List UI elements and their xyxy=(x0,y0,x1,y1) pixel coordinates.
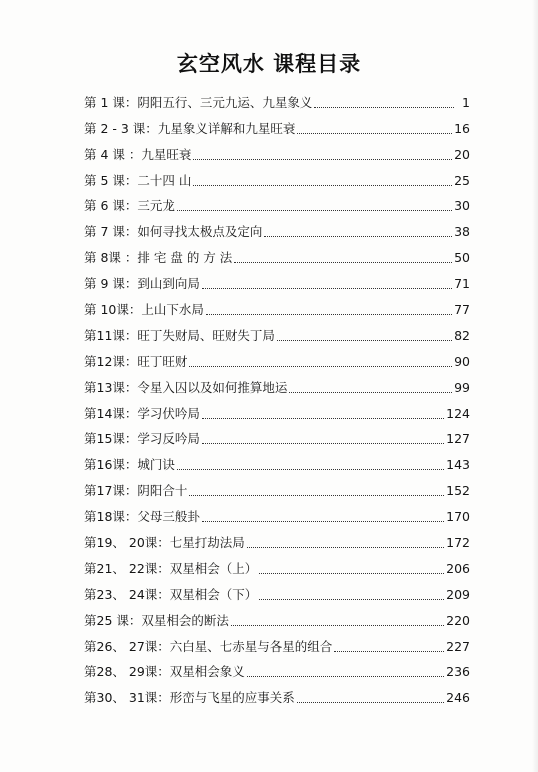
page-number: 38 xyxy=(454,224,470,240)
lesson-topic: 九星象义详解和九星旺衰 xyxy=(157,120,296,136)
lesson-number: 第11课： xyxy=(84,327,138,343)
lesson-topic: 城门诀 xyxy=(137,457,175,473)
dot-leader xyxy=(177,469,444,470)
lesson-topic: 七星打劫法局 xyxy=(169,535,245,551)
toc-entry-20 xyxy=(84,577,470,603)
dot-leader xyxy=(193,159,452,160)
toc-entry-17 xyxy=(84,499,470,525)
dot-leader xyxy=(297,702,444,703)
toc-entry-1 xyxy=(84,85,470,111)
toc-entry-5 xyxy=(84,189,470,215)
lesson-topic: 到山到向局 xyxy=(137,276,200,292)
toc-entry-14 xyxy=(84,422,470,448)
lesson-number: 第 2 - 3 课： xyxy=(84,120,158,136)
page-number: 20 xyxy=(454,146,470,162)
page-number: 71 xyxy=(454,276,470,292)
page-number: 209 xyxy=(446,586,470,602)
dot-leader xyxy=(193,185,452,186)
lesson-topic: 如何寻找太极点及定向 xyxy=(137,224,263,240)
toc-entry-23 xyxy=(84,655,470,681)
page-number: 172 xyxy=(446,535,470,551)
lesson-number: 第 4 课 ： xyxy=(84,146,142,162)
lesson-topic: 排 宅 盘 的 方 法 xyxy=(137,250,233,266)
dot-leader xyxy=(334,651,444,652)
toc-entry-22 xyxy=(84,629,470,655)
toc-entry-19 xyxy=(84,551,470,577)
dot-leader xyxy=(264,236,452,237)
lesson-topic: 阴阳五行、三元九运、九星象义 xyxy=(137,94,313,110)
dot-leader xyxy=(234,262,452,263)
lesson-topic: 双星相会的断法 xyxy=(141,612,229,628)
dot-leader xyxy=(297,133,452,134)
lesson-topic: 双星相会象义 xyxy=(169,664,245,680)
lesson-number: 第 7 课： xyxy=(84,224,138,240)
lesson-number: 第12课： xyxy=(84,353,138,369)
toc-entry-6 xyxy=(84,214,470,240)
lesson-topic: 上山下水局 xyxy=(141,302,204,318)
lesson-topic: 学习伏吟局 xyxy=(137,405,200,421)
page-number: 236 xyxy=(446,664,470,680)
dot-leader xyxy=(202,288,452,289)
lesson-number: 第 9 课： xyxy=(84,276,138,292)
lesson-number: 第 8课 ： xyxy=(84,250,138,266)
toc-entry-18 xyxy=(84,525,470,551)
toc-entry-12 xyxy=(84,370,470,396)
lesson-number: 第23、 24课： xyxy=(84,586,170,602)
toc-entry-10 xyxy=(84,318,470,344)
lesson-topic: 阴阳合十 xyxy=(137,483,188,499)
toc-entry-16 xyxy=(84,473,470,499)
toc-entry-4 xyxy=(84,163,470,189)
lesson-number: 第18课： xyxy=(84,509,138,525)
page-number: 227 xyxy=(446,638,470,654)
toc-entry-13 xyxy=(84,396,470,422)
lesson-topic: 形峦与飞星的应事关系 xyxy=(169,690,295,706)
dot-leader xyxy=(314,107,454,108)
toc-entry-2 xyxy=(84,111,470,137)
table-of-contents xyxy=(84,85,470,706)
page-number: 99 xyxy=(454,379,470,395)
lesson-topic: 旺丁失财局、旺财失丁局 xyxy=(137,327,275,343)
lesson-number: 第15课： xyxy=(84,431,138,447)
lesson-topic: 令星入囚以及如何推算地运 xyxy=(137,379,288,395)
lesson-number: 第 10课： xyxy=(84,302,142,318)
toc-entry-21 xyxy=(84,603,470,629)
page-number: 152 xyxy=(446,483,470,499)
lesson-number: 第16课： xyxy=(84,457,138,473)
page-title: 玄空风水 课程目录 xyxy=(176,52,362,76)
lesson-topic: 六白星、七赤星与各星的组合 xyxy=(169,638,333,654)
page-number: 50 xyxy=(454,250,470,266)
dot-leader xyxy=(202,521,444,522)
page-number: 90 xyxy=(454,353,470,369)
page-number: 170 xyxy=(446,509,470,525)
lesson-number: 第30、 31课： xyxy=(84,690,170,706)
lesson-number: 第 6 课： xyxy=(84,198,138,214)
page-number: 124 xyxy=(446,405,470,421)
lesson-number: 第17课： xyxy=(84,483,138,499)
page-number: 77 xyxy=(454,302,470,318)
lesson-number: 第21、 22课： xyxy=(84,560,170,576)
dot-leader xyxy=(259,573,444,574)
toc-entry-9 xyxy=(84,292,470,318)
dot-leader xyxy=(277,340,452,341)
dot-leader xyxy=(247,547,444,548)
dot-leader xyxy=(247,676,444,677)
dot-leader xyxy=(202,418,444,419)
toc-entry-7 xyxy=(84,240,470,266)
toc-entry-15 xyxy=(84,447,470,473)
lesson-number: 第14课： xyxy=(84,405,138,421)
dot-leader xyxy=(231,625,444,626)
lesson-topic: 旺丁旺财 xyxy=(137,353,188,369)
lesson-number: 第28、 29课： xyxy=(84,664,170,680)
dot-leader xyxy=(206,314,452,315)
lesson-topic: 双星相会（下） xyxy=(169,586,258,602)
page-number: 30 xyxy=(454,198,470,214)
page-number: 16 xyxy=(454,120,470,136)
lesson-topic: 父母三般卦 xyxy=(137,509,200,525)
dot-leader xyxy=(189,366,452,367)
page-number: 206 xyxy=(446,560,470,576)
dot-leader xyxy=(202,443,444,444)
lesson-number: 第13课： xyxy=(84,379,138,395)
lesson-number: 第25 课： xyxy=(84,612,142,628)
toc-entry-3 xyxy=(84,137,470,163)
toc-entry-11 xyxy=(84,344,470,370)
lesson-number: 第 1 课： xyxy=(84,94,138,110)
dot-leader xyxy=(177,210,452,211)
page-number: 220 xyxy=(446,612,470,628)
page-number: 1 xyxy=(462,94,470,110)
lesson-topic: 双星相会（上） xyxy=(169,560,258,576)
toc-entry-24 xyxy=(84,680,470,706)
lesson-number: 第 5 课： xyxy=(84,172,138,188)
page-number: 127 xyxy=(446,431,470,447)
lesson-topic: 二十四 山 xyxy=(137,172,192,188)
page-number: 143 xyxy=(446,457,470,473)
page-number: 82 xyxy=(454,327,470,343)
scan-shadow xyxy=(532,0,538,772)
toc-entry-8 xyxy=(84,266,470,292)
lesson-number: 第19、 20课： xyxy=(84,535,170,551)
lesson-topic: 学习反吟局 xyxy=(137,431,200,447)
page-number: 246 xyxy=(446,690,470,706)
dot-leader xyxy=(189,495,444,496)
lesson-topic: 九星旺衰 xyxy=(141,146,192,162)
lesson-topic: 三元龙 xyxy=(137,198,175,214)
dot-leader xyxy=(259,599,444,600)
page-number: 25 xyxy=(454,172,470,188)
lesson-number: 第26、 27课： xyxy=(84,638,170,654)
dot-leader xyxy=(289,392,452,393)
